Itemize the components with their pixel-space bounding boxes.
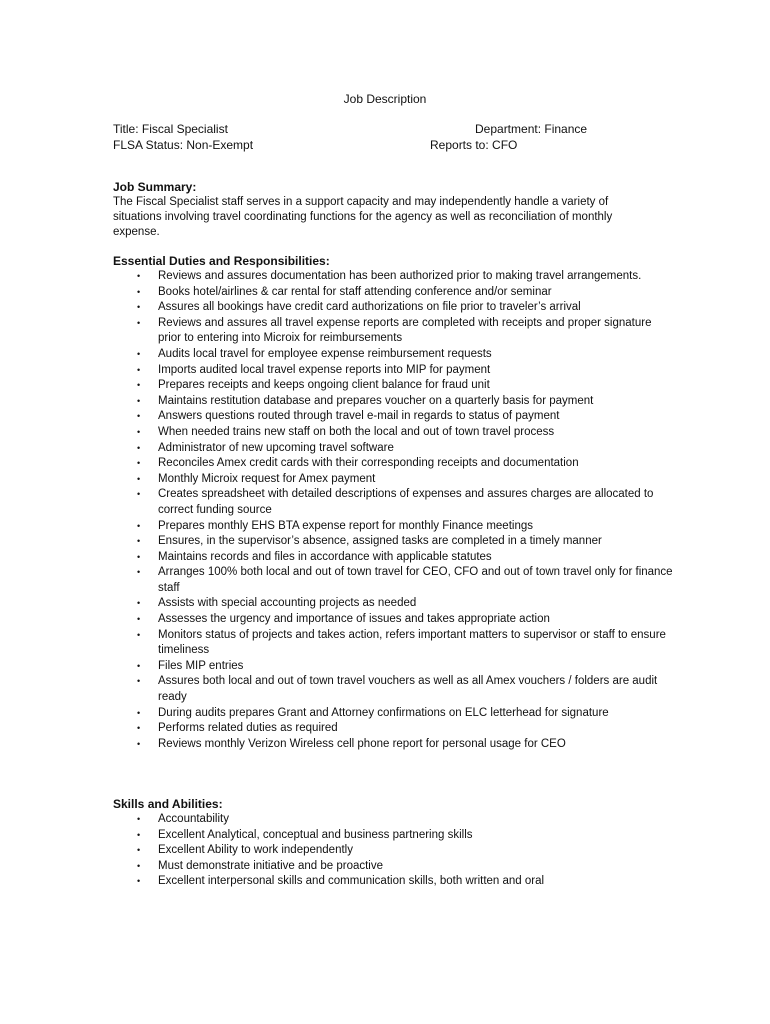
document-title: Job Description	[343, 92, 427, 106]
duty-item-text: Monthly Microix request for Amex payment	[158, 472, 376, 485]
job-summary-heading: Job Summary:	[113, 180, 197, 194]
bullet-icon: •	[137, 738, 141, 749]
bullet-icon: •	[137, 707, 141, 718]
duty-item-text: Imports audited local travel expense reports into MIP for payment	[158, 363, 491, 376]
skill-item	[113, 859, 673, 875]
duty-item-text: Prepares receipts and keeps ongoing client balance for fraud unit	[158, 379, 490, 392]
duty-item	[113, 565, 673, 596]
skill-item-text: Accountability	[158, 813, 229, 825]
duty-item-text: Reviews monthly Verizon Wireless cell phone report for personal usage for CEO	[158, 737, 566, 750]
duties-heading: Essential Duties and Responsibilities:	[113, 254, 330, 268]
duty-item-text: Creates spreadsheet with detailed descriptions of expenses and assures charges are allocated to correct funding source	[158, 488, 654, 516]
bullet-icon: •	[137, 845, 141, 856]
duty-item	[113, 363, 673, 379]
duty-item	[113, 269, 673, 285]
bullet-icon: •	[137, 286, 141, 297]
bullet-icon: •	[137, 411, 141, 422]
duty-item	[113, 456, 673, 472]
duty-item-text: Assists with special accounting projects as needed	[158, 597, 417, 610]
bullet-icon: •	[137, 302, 141, 313]
bullet-icon: •	[137, 860, 141, 871]
bullet-icon: •	[137, 520, 141, 531]
bullet-icon: •	[137, 598, 141, 609]
duty-item	[113, 300, 673, 316]
duty-item-text: Arranges 100% both local and out of town travel for CEO, CFO and out of town travel only for finance staff	[158, 566, 673, 594]
duty-item-text: Reconciles Amex credit cards with their corresponding receipts and documentation	[158, 457, 579, 470]
duty-item	[113, 674, 673, 705]
skills-list	[113, 812, 673, 890]
bullet-icon: •	[137, 814, 141, 824]
job-title-line: Title: Fiscal Specialist	[113, 122, 228, 136]
bullet-icon: •	[137, 660, 141, 671]
duty-item	[113, 378, 673, 394]
skill-item	[113, 828, 673, 844]
duty-item-text: Reviews and assures all travel expense reports are completed with receipts and proper signature prior to entering into Microix for reimbursements	[158, 316, 652, 345]
duty-item	[113, 472, 673, 488]
bullet-icon: •	[137, 364, 141, 375]
bullet-icon: •	[137, 614, 141, 625]
skill-item-text: Excellent Analytical, conceptual and business partnering skills	[158, 828, 473, 841]
reports-to-line: Reports to: CFO	[430, 138, 518, 152]
duties-list	[113, 269, 673, 752]
flsa-status-line: FLSA Status: Non-Exempt	[113, 138, 254, 152]
duty-item	[113, 612, 673, 628]
duty-item	[113, 628, 673, 659]
duty-item-text: Assesses the urgency and importance of issues and takes appropriate action	[158, 613, 550, 626]
duty-item	[113, 519, 673, 535]
bullet-icon: •	[137, 567, 141, 578]
duty-item	[113, 441, 673, 457]
bullet-icon: •	[137, 380, 141, 391]
duty-item-text: Performs related duties as required	[158, 722, 338, 735]
duty-item	[113, 285, 673, 301]
duty-item-text: Audits local travel for employee expense reimbursement requests	[158, 347, 492, 360]
skills-heading: Skills and Abilities:	[113, 797, 223, 811]
duty-item-text: Answers questions routed through travel e-mail in regards to status of payment	[158, 410, 560, 423]
bullet-icon: •	[137, 629, 141, 640]
duty-item-text: Monitors status of projects and takes action, refers important matters to supervisor or staff to ensure timeliness	[158, 628, 666, 657]
bullet-icon: •	[137, 317, 141, 328]
duty-item-text: Administrator of new upcoming travel software	[158, 441, 394, 454]
duty-item	[113, 409, 673, 425]
header-right-block	[430, 121, 587, 153]
bullet-icon: •	[137, 723, 141, 734]
duty-item	[113, 425, 673, 441]
duty-item	[113, 347, 673, 363]
header-left-block	[113, 121, 253, 153]
skill-item	[113, 874, 673, 890]
job-summary-text: The Fiscal Specialist staff serves in a support capacity and may independently handle a variety of situations involving travel coordinating functions for the agency as well as reconciliation of monthly expense.	[113, 196, 613, 238]
duty-item-text: Maintains records and files in accordance with applicable statutes	[158, 550, 492, 563]
duty-item-text: Assures all bookings have credit card authorizations on file prior to traveler’s arrival	[158, 301, 581, 314]
bullet-icon: •	[137, 426, 141, 437]
duty-item-text: Assures both local and out of town travel vouchers as well as all Amex vouchers / folders are audit ready	[158, 675, 658, 704]
skill-item-text: Must demonstrate initiative and be proactive	[158, 859, 384, 872]
duties-section	[113, 254, 673, 752]
skill-item-text: Excellent Ability to work independently	[158, 844, 353, 857]
bullet-icon: •	[137, 395, 141, 406]
duty-item	[113, 721, 673, 737]
bullet-icon: •	[137, 829, 141, 840]
duty-item-text: During audits prepares Grant and Attorney confirmations on ELC letterhead for signature	[158, 706, 609, 719]
duty-item	[113, 487, 673, 518]
duty-item-text: Maintains restitution database and prepares voucher on a quarterly basis for payment	[158, 394, 594, 407]
duty-item	[113, 706, 673, 722]
duty-item-text: Reviews and assures documentation has been authorized prior to making travel arrangements.	[158, 270, 642, 282]
duty-item-text: When needed trains new staff on both the local and out of town travel process	[158, 425, 555, 438]
skill-item	[113, 812, 673, 828]
bullet-icon: •	[137, 458, 141, 469]
bullet-icon: •	[137, 489, 141, 500]
skill-item	[113, 843, 673, 859]
skill-item-text: Excellent interpersonal skills and communication skills, both written and oral	[158, 875, 545, 888]
department-line: Department: Finance	[475, 122, 588, 136]
duty-item-text: Files MIP entries	[158, 659, 244, 672]
bullet-icon: •	[137, 876, 141, 887]
duty-item	[113, 550, 673, 566]
job-summary-section	[113, 180, 643, 240]
duty-item	[113, 737, 673, 753]
bullet-icon: •	[137, 271, 141, 281]
skills-section	[113, 797, 673, 890]
duty-item	[113, 659, 673, 675]
duty-item-text: Books hotel/airlines & car rental for staff attending conference and/or seminar	[158, 285, 552, 298]
bullet-icon: •	[137, 348, 141, 359]
bullet-icon: •	[137, 551, 141, 562]
duty-item	[113, 596, 673, 612]
duty-item	[113, 394, 673, 410]
duty-item-text: Prepares monthly EHS BTA expense report for monthly Finance meetings	[158, 519, 533, 532]
bullet-icon: •	[137, 676, 141, 687]
duty-item-text: Ensures, in the supervisor’s absence, assigned tasks are completed in a timely manner	[158, 535, 602, 548]
duty-item	[113, 534, 673, 550]
bullet-icon: •	[137, 473, 141, 484]
bullet-icon: •	[137, 442, 141, 453]
bullet-icon: •	[137, 536, 141, 547]
duty-item	[113, 316, 673, 347]
